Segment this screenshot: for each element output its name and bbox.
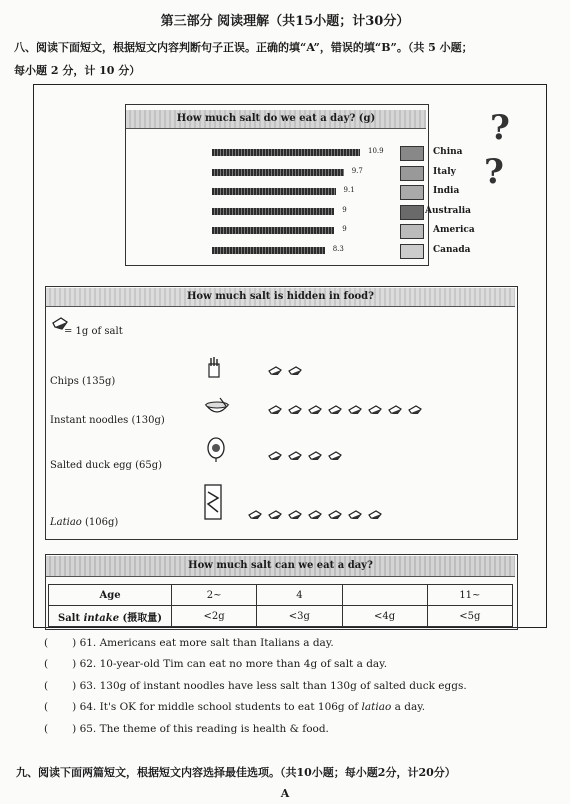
page-title: 第三部分 阅读理解（共15小题；计30分） [160, 14, 410, 29]
table-cell: 11~ [427, 585, 512, 606]
salt-grain-icon [368, 510, 382, 519]
intake-label-pre: Salt [57, 612, 84, 624]
duck-egg-icon [206, 437, 226, 463]
salt-grain-icon [268, 405, 282, 414]
flag-icon [400, 205, 424, 220]
bar-value-label: 9.7 [351, 166, 363, 175]
table-cell: 2~ [172, 585, 257, 606]
salt-grain-icon [348, 405, 362, 414]
question-text: 63. 130g of instant noodles have less salt than 130g of salted duck eggs. [79, 680, 467, 692]
country-label: China [433, 147, 463, 157]
question-text-italic: latiao [361, 701, 392, 713]
country-label: Italy [433, 166, 456, 177]
question-mark-icon: ? [490, 108, 510, 148]
food-label-italic: Latiao [50, 517, 82, 528]
question-text: 64. It's OK for middle school students to eat 106g of [79, 701, 362, 713]
question-text: 65. The theme of this reading is health & food. [79, 723, 329, 735]
food-label: Instant noodles (130g) [50, 415, 165, 426]
flag-icon [400, 224, 424, 239]
flag-icon [400, 146, 424, 161]
food-label: Chips (135g) [50, 376, 116, 387]
salt-grain-icon [288, 366, 302, 375]
salt-chart-title: How much salt do we eat a day? (g) [126, 110, 426, 129]
food-label: Latiao (106g) [50, 517, 119, 528]
bar-canada [212, 247, 325, 254]
salt-grain-icon [248, 510, 262, 519]
flag-icon [400, 166, 424, 181]
flag-icon [400, 185, 424, 200]
table-cell [49, 606, 172, 627]
salt-grain-icon [308, 405, 322, 414]
bar-value-label: 8.3 [332, 244, 344, 253]
table-cell [342, 585, 427, 606]
salt-allowance-table [48, 584, 513, 627]
bar-italy [212, 169, 344, 176]
food-label: Salted duck egg (65g) [50, 460, 163, 471]
bar-value-label: 9.1 [343, 186, 355, 194]
noodle-bowl-icon [204, 397, 230, 417]
table-row [49, 606, 513, 627]
chips-icon [206, 356, 222, 378]
bar-india [212, 188, 336, 195]
country-label: America [433, 225, 475, 235]
table-cell: 4 [257, 585, 342, 606]
flag-icon [400, 244, 424, 259]
table-cell: <4g [342, 606, 427, 627]
salt-grain-icon [348, 510, 362, 519]
salt-legend: = 1g of salt [64, 326, 123, 337]
table-row [49, 585, 513, 606]
table-cell: <2g [172, 606, 257, 627]
salt-allowance-title: How much salt can we eat a day? [46, 556, 515, 577]
table-cell: <5g [427, 606, 512, 627]
bar-australia [212, 208, 334, 215]
question-65[interactable]: ( ) 65. The theme of this reading is health & food. [44, 723, 329, 735]
salt-grain-icon [288, 405, 302, 414]
question-text: 62. 10-year-old Tim can eat no more than 4g of salt a day. [79, 658, 388, 670]
country-label: Australia [425, 205, 471, 216]
salt-grain-icon [368, 405, 382, 414]
salt-grain-icon [328, 510, 342, 519]
country-label: Canada [433, 244, 471, 255]
bar-china [212, 149, 360, 156]
salt-grain-icon [268, 366, 282, 375]
salt-grain-icon [268, 451, 282, 460]
salt-grain-icon [328, 451, 342, 460]
passage-letter: A [280, 787, 290, 800]
question-text: 61. Americans eat more salt than Italians a day. [79, 637, 334, 649]
question-text-end: a day. [391, 701, 426, 713]
bar-america [212, 227, 334, 234]
section-nine-instruction: 九、阅读下面两篇短文，根据短文内容选择最佳选项。（共10小题；每小题2分，计20分） [16, 766, 456, 779]
salt-grain-icon [308, 451, 322, 460]
question-62[interactable]: ( ) 62. 10-year-old Tim can eat no more than 4g of salt a day. [44, 658, 388, 670]
salt-grain-icon [388, 405, 402, 414]
bar-value-label: 10.9 [368, 147, 384, 155]
question-61[interactable]: ( ) 61. Americans eat more salt than Italians a day. [44, 637, 334, 649]
bar-value-label: 9 [342, 205, 347, 214]
intake-label-post: (摄取量) [119, 612, 163, 624]
salt-grain-icon [288, 510, 302, 519]
country-label: India [433, 186, 460, 196]
question-63[interactable]: ( ) 63. 130g of instant noodles have less salt than 130g of salted duck eggs. [44, 680, 467, 692]
instruction-line-1: 八、阅读下面短文，根据短文内容判断句子正误。正确的填“A”，错误的填“B”。（共 5 小题； [14, 41, 473, 54]
salt-grain-icon [408, 405, 422, 414]
table-cell: <3g [257, 606, 342, 627]
salt-grain-icon [308, 510, 322, 519]
table-cell: Age [49, 585, 172, 606]
instruction-line-2: 每小题 2 分，计 10 分） [14, 64, 141, 77]
question-mark-icon: ? [484, 152, 504, 192]
salt-grain-icon [288, 451, 302, 460]
intake-label-italic: intake [83, 612, 120, 624]
hidden-salt-title: How much salt is hidden in food? [46, 288, 515, 307]
question-64[interactable]: ( ) 64. It's OK for middle school students to eat 106g of latiao a day. [44, 701, 426, 713]
salt-grain-icon [268, 510, 282, 519]
bar-value-label: 9 [342, 225, 347, 233]
salt-grain-icon [328, 405, 342, 414]
latiao-icon [204, 484, 222, 520]
